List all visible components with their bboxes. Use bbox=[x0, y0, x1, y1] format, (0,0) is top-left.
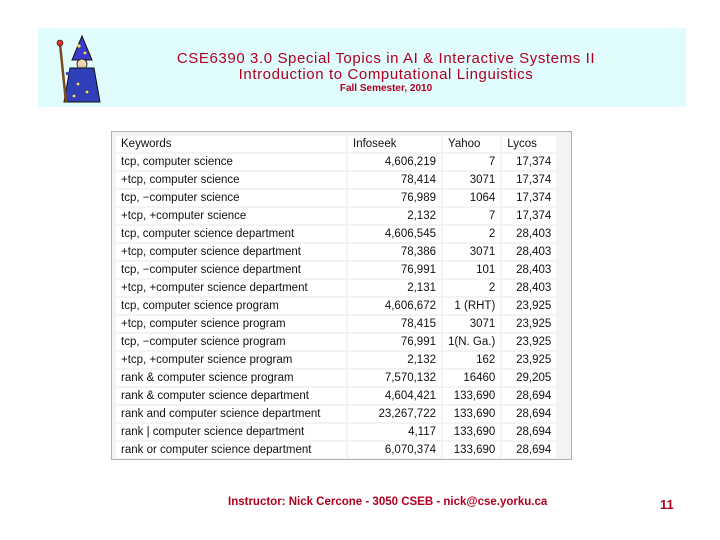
cell-lycos: 17,374 bbox=[502, 172, 556, 188]
cell-yahoo: 16460 bbox=[443, 370, 500, 386]
cell-lycos: 17,374 bbox=[502, 190, 556, 206]
cell-keywords: +tcp, +computer science bbox=[116, 208, 346, 224]
table-row bbox=[116, 388, 556, 404]
cell-keywords: rank | computer science department bbox=[116, 424, 346, 440]
cell-lycos: 17,374 bbox=[502, 208, 556, 224]
slide-title-topic: Introduction to Computational Linguistics bbox=[238, 66, 534, 83]
table-header-row bbox=[116, 136, 556, 152]
cell-lycos: 23,925 bbox=[502, 298, 556, 314]
cell-yahoo: 1064 bbox=[443, 190, 500, 206]
cell-lycos: 28,403 bbox=[502, 262, 556, 278]
cell-infoseek: 4,117 bbox=[348, 424, 441, 440]
cell-keywords: tcp, computer science department bbox=[116, 226, 346, 242]
cell-lycos: 28,694 bbox=[502, 424, 556, 440]
instructor-footer: Instructor: Nick Cercone - 3050 CSEB - nick@cse.yorku.ca bbox=[228, 496, 548, 508]
table-row bbox=[116, 352, 556, 368]
cell-lycos: 28,694 bbox=[502, 406, 556, 422]
cell-infoseek: 4,606,219 bbox=[348, 154, 441, 170]
cell-keywords: rank & computer science program bbox=[116, 370, 346, 386]
cell-keywords: rank & computer science department bbox=[116, 388, 346, 404]
table-row bbox=[116, 244, 556, 260]
cell-keywords: +tcp, computer science bbox=[116, 172, 346, 188]
search-results-table bbox=[111, 131, 572, 460]
cell-keywords: tcp, −computer science department bbox=[116, 262, 346, 278]
table-row bbox=[116, 442, 556, 458]
table-row bbox=[116, 280, 556, 296]
column-header-keywords: Keywords bbox=[116, 136, 346, 152]
cell-infoseek: 2,132 bbox=[348, 352, 441, 368]
cell-yahoo: 2 bbox=[443, 280, 500, 296]
cell-keywords: tcp, −computer science bbox=[116, 190, 346, 206]
cell-infoseek: 2,131 bbox=[348, 280, 441, 296]
cell-lycos: 28,403 bbox=[502, 244, 556, 260]
table-row bbox=[116, 208, 556, 224]
cell-keywords: rank or computer science department bbox=[116, 442, 346, 458]
slide-header bbox=[38, 28, 686, 107]
cell-lycos: 29,205 bbox=[502, 370, 556, 386]
cell-keywords: +tcp, +computer science department bbox=[116, 280, 346, 296]
cell-yahoo: 3071 bbox=[443, 244, 500, 260]
cell-keywords: rank and computer science department bbox=[116, 406, 346, 422]
cell-infoseek: 4,606,672 bbox=[348, 298, 441, 314]
cell-yahoo: 101 bbox=[443, 262, 500, 278]
cell-infoseek: 4,606,545 bbox=[348, 226, 441, 242]
cell-infoseek: 78,415 bbox=[348, 316, 441, 332]
cell-lycos: 23,925 bbox=[502, 316, 556, 332]
table-row bbox=[116, 154, 556, 170]
cell-keywords: +tcp, computer science program bbox=[116, 316, 346, 332]
table-row bbox=[116, 190, 556, 206]
cell-lycos: 28,694 bbox=[502, 388, 556, 404]
cell-yahoo: 1(N. Ga.) bbox=[443, 334, 500, 350]
cell-keywords: +tcp, computer science department bbox=[116, 244, 346, 260]
cell-yahoo: 1 (RHT) bbox=[443, 298, 500, 314]
cell-infoseek: 76,991 bbox=[348, 262, 441, 278]
cell-keywords: tcp, computer science bbox=[116, 154, 346, 170]
cell-yahoo: 7 bbox=[443, 208, 500, 224]
cell-yahoo: 3071 bbox=[443, 172, 500, 188]
cell-infoseek: 23,267,722 bbox=[348, 406, 441, 422]
cell-infoseek: 76,989 bbox=[348, 190, 441, 206]
cell-infoseek: 2,132 bbox=[348, 208, 441, 224]
cell-infoseek: 78,386 bbox=[348, 244, 441, 260]
cell-yahoo: 2 bbox=[443, 226, 500, 242]
table-row bbox=[116, 406, 556, 422]
table-row bbox=[116, 316, 556, 332]
cell-yahoo: 3071 bbox=[443, 316, 500, 332]
table-row bbox=[116, 334, 556, 350]
cell-lycos: 28,694 bbox=[502, 442, 556, 458]
table-row bbox=[116, 172, 556, 188]
cell-keywords: +tcp, +computer science program bbox=[116, 352, 346, 368]
cell-infoseek: 7,570,132 bbox=[348, 370, 441, 386]
cell-lycos: 23,925 bbox=[502, 334, 556, 350]
cell-lycos: 17,374 bbox=[502, 154, 556, 170]
table-row bbox=[116, 370, 556, 386]
cell-yahoo: 7 bbox=[443, 154, 500, 170]
cell-infoseek: 78,414 bbox=[348, 172, 441, 188]
column-header-infoseek: Infoseek bbox=[348, 136, 441, 152]
column-header-yahoo: Yahoo bbox=[443, 136, 500, 152]
cell-lycos: 23,925 bbox=[502, 352, 556, 368]
slide-semester: Fall Semester, 2010 bbox=[339, 83, 433, 94]
cell-keywords: tcp, computer science program bbox=[116, 298, 346, 314]
table-row bbox=[116, 262, 556, 278]
column-header-lycos: Lycos bbox=[502, 136, 556, 152]
table-row bbox=[116, 424, 556, 440]
cell-infoseek: 4,604,421 bbox=[348, 388, 441, 404]
cell-yahoo: 133,690 bbox=[443, 406, 500, 422]
cell-lycos: 28,403 bbox=[502, 280, 556, 296]
cell-keywords: tcp, −computer science program bbox=[116, 334, 346, 350]
cell-infoseek: 76,991 bbox=[348, 334, 441, 350]
table-row bbox=[116, 226, 556, 242]
cell-yahoo: 133,690 bbox=[443, 388, 500, 404]
cell-lycos: 28,403 bbox=[502, 226, 556, 242]
cell-yahoo: 133,690 bbox=[443, 424, 500, 440]
cell-infoseek: 6,070,374 bbox=[348, 442, 441, 458]
wizard-icon bbox=[52, 34, 110, 104]
cell-yahoo: 133,690 bbox=[443, 442, 500, 458]
cell-yahoo: 162 bbox=[443, 352, 500, 368]
slide-title-course: CSE6390 3.0 Special Topics in AI & Interactive Systems II bbox=[176, 50, 596, 67]
table-row bbox=[116, 298, 556, 314]
page-number: 11 bbox=[660, 497, 674, 512]
